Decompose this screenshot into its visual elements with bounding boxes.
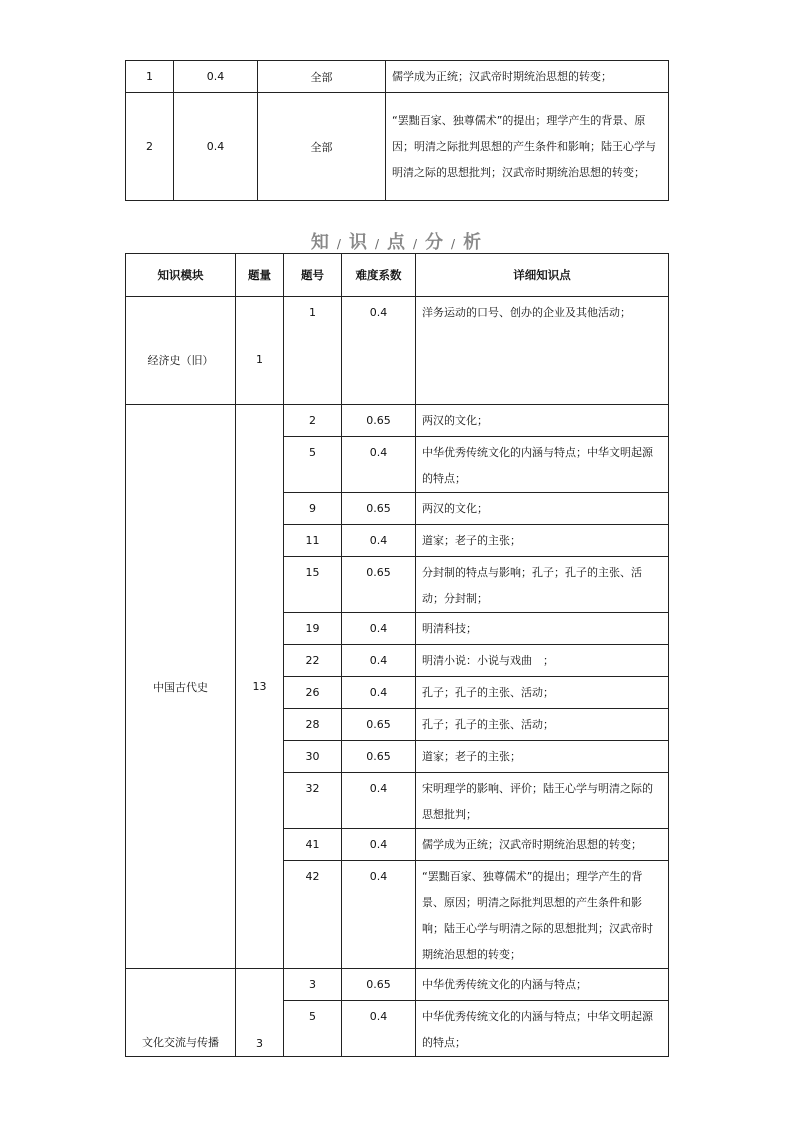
section-title	[0, 228, 794, 254]
question-count: 3	[236, 969, 284, 1057]
difficulty-value: 0.65	[342, 741, 416, 773]
title-separator: /	[336, 237, 343, 251]
question-number: 1	[284, 297, 342, 405]
question-number: 11	[284, 525, 342, 557]
knowledge-detail: 洋务运动的口号、创办的企业及其他活动；	[416, 297, 669, 405]
difficulty-value: 0.65	[342, 405, 416, 437]
title-separator: /	[413, 237, 420, 251]
question-number: 30	[284, 741, 342, 773]
knowledge-detail: 中华优秀传统文化的内涵与特点；中华文明起源的特点；	[416, 1001, 669, 1057]
question-number: 9	[284, 493, 342, 525]
table-row	[126, 297, 669, 405]
knowledge-detail: 儒学成为正统；汉武帝时期统治思想的转变；	[386, 61, 669, 93]
knowledge-analysis-table	[125, 253, 669, 1057]
title-separator: /	[451, 237, 458, 251]
question-number: 32	[284, 773, 342, 829]
table-row	[126, 93, 669, 201]
header-detail: 详细知识点	[416, 254, 669, 297]
knowledge-detail: 孔子；孔子的主张、活动；	[416, 709, 669, 741]
knowledge-detail: 道家；老子的主张；	[416, 525, 669, 557]
table-header-row	[126, 254, 669, 297]
knowledge-detail: 儒学成为正统；汉武帝时期统治思想的转变；	[416, 829, 669, 861]
title-char: 识	[348, 232, 369, 253]
question-number: 22	[284, 645, 342, 677]
difficulty-value: 0.65	[342, 709, 416, 741]
table-row	[126, 61, 669, 93]
difficulty-value: 0.4	[342, 829, 416, 861]
knowledge-detail: 孔子；孔子的主张、活动；	[416, 677, 669, 709]
table-row	[126, 969, 669, 1001]
table-row	[126, 405, 669, 437]
scope-value: 全部	[258, 93, 386, 201]
difficulty-value: 0.4	[342, 645, 416, 677]
question-count: 13	[236, 405, 284, 969]
difficulty-value: 0.65	[342, 493, 416, 525]
title-separator: /	[374, 237, 381, 251]
knowledge-detail: 中华优秀传统文化的内涵与特点；	[416, 969, 669, 1001]
question-number: 5	[284, 1001, 342, 1057]
continued-question-table	[125, 60, 669, 201]
title-char: 点	[387, 232, 407, 253]
knowledge-detail: 两汉的文化；	[416, 493, 669, 525]
knowledge-detail: 明清科技；	[416, 613, 669, 645]
question-number: 5	[284, 437, 342, 493]
header-module: 知识模块	[126, 254, 236, 297]
difficulty-value: 0.4	[342, 773, 416, 829]
difficulty-value: 0.4	[342, 861, 416, 969]
question-number: 3	[284, 969, 342, 1001]
scope-value: 全部	[258, 61, 386, 93]
question-number: 19	[284, 613, 342, 645]
knowledge-detail: “罢黜百家、独尊儒术”的提出；理学产生的背景、原因；明清之际批判思想的产生条件和影响；陆王心学与明清之际的思想批判；汉武帝时期统治思想的转变；	[416, 861, 669, 969]
difficulty-value: 0.4	[174, 93, 258, 201]
question-number: 28	[284, 709, 342, 741]
question-number: 42	[284, 861, 342, 969]
difficulty-value: 0.4	[342, 1001, 416, 1057]
knowledge-detail: 道家；老子的主张；	[416, 741, 669, 773]
question-number: 15	[284, 557, 342, 613]
knowledge-detail: 明清小说：小说与戏曲 ；	[416, 645, 669, 677]
header-number: 题号	[284, 254, 342, 297]
question-number: 41	[284, 829, 342, 861]
title-char: 分	[425, 232, 446, 253]
header-count: 题量	[236, 254, 284, 297]
module-name: 文化交流与传播	[126, 969, 236, 1057]
question-number: 2	[284, 405, 342, 437]
knowledge-detail: 分封制的特点与影响；孔子；孔子的主张、活动；分封制；	[416, 557, 669, 613]
question-number: 2	[126, 93, 174, 201]
question-number: 26	[284, 677, 342, 709]
difficulty-value: 0.4	[342, 437, 416, 493]
difficulty-value: 0.65	[342, 969, 416, 1001]
knowledge-detail: 两汉的文化；	[416, 405, 669, 437]
difficulty-value: 0.65	[342, 557, 416, 613]
difficulty-value: 0.4	[342, 613, 416, 645]
module-name: 中国古代史	[126, 405, 236, 969]
knowledge-detail: 中华优秀传统文化的内涵与特点；中华文明起源的特点；	[416, 437, 669, 493]
difficulty-value: 0.4	[342, 677, 416, 709]
difficulty-value: 0.4	[174, 61, 258, 93]
header-difficulty: 难度系数	[342, 254, 416, 297]
question-number: 1	[126, 61, 174, 93]
title-char: 析	[463, 232, 484, 253]
difficulty-value: 0.4	[342, 525, 416, 557]
knowledge-detail: “罢黜百家、独尊儒术”的提出；理学产生的背景、原因；明清之际批判思想的产生条件和影响；陆王心学与明清之际的思想批判；汉武帝时期统治思想的转变；	[386, 93, 669, 201]
knowledge-detail: 宋明理学的影响、评价；陆王心学与明清之际的思想批判；	[416, 773, 669, 829]
difficulty-value: 0.4	[342, 297, 416, 405]
question-count: 1	[236, 297, 284, 405]
module-name: 经济史（旧）	[126, 297, 236, 405]
title-char: 知	[310, 232, 331, 253]
